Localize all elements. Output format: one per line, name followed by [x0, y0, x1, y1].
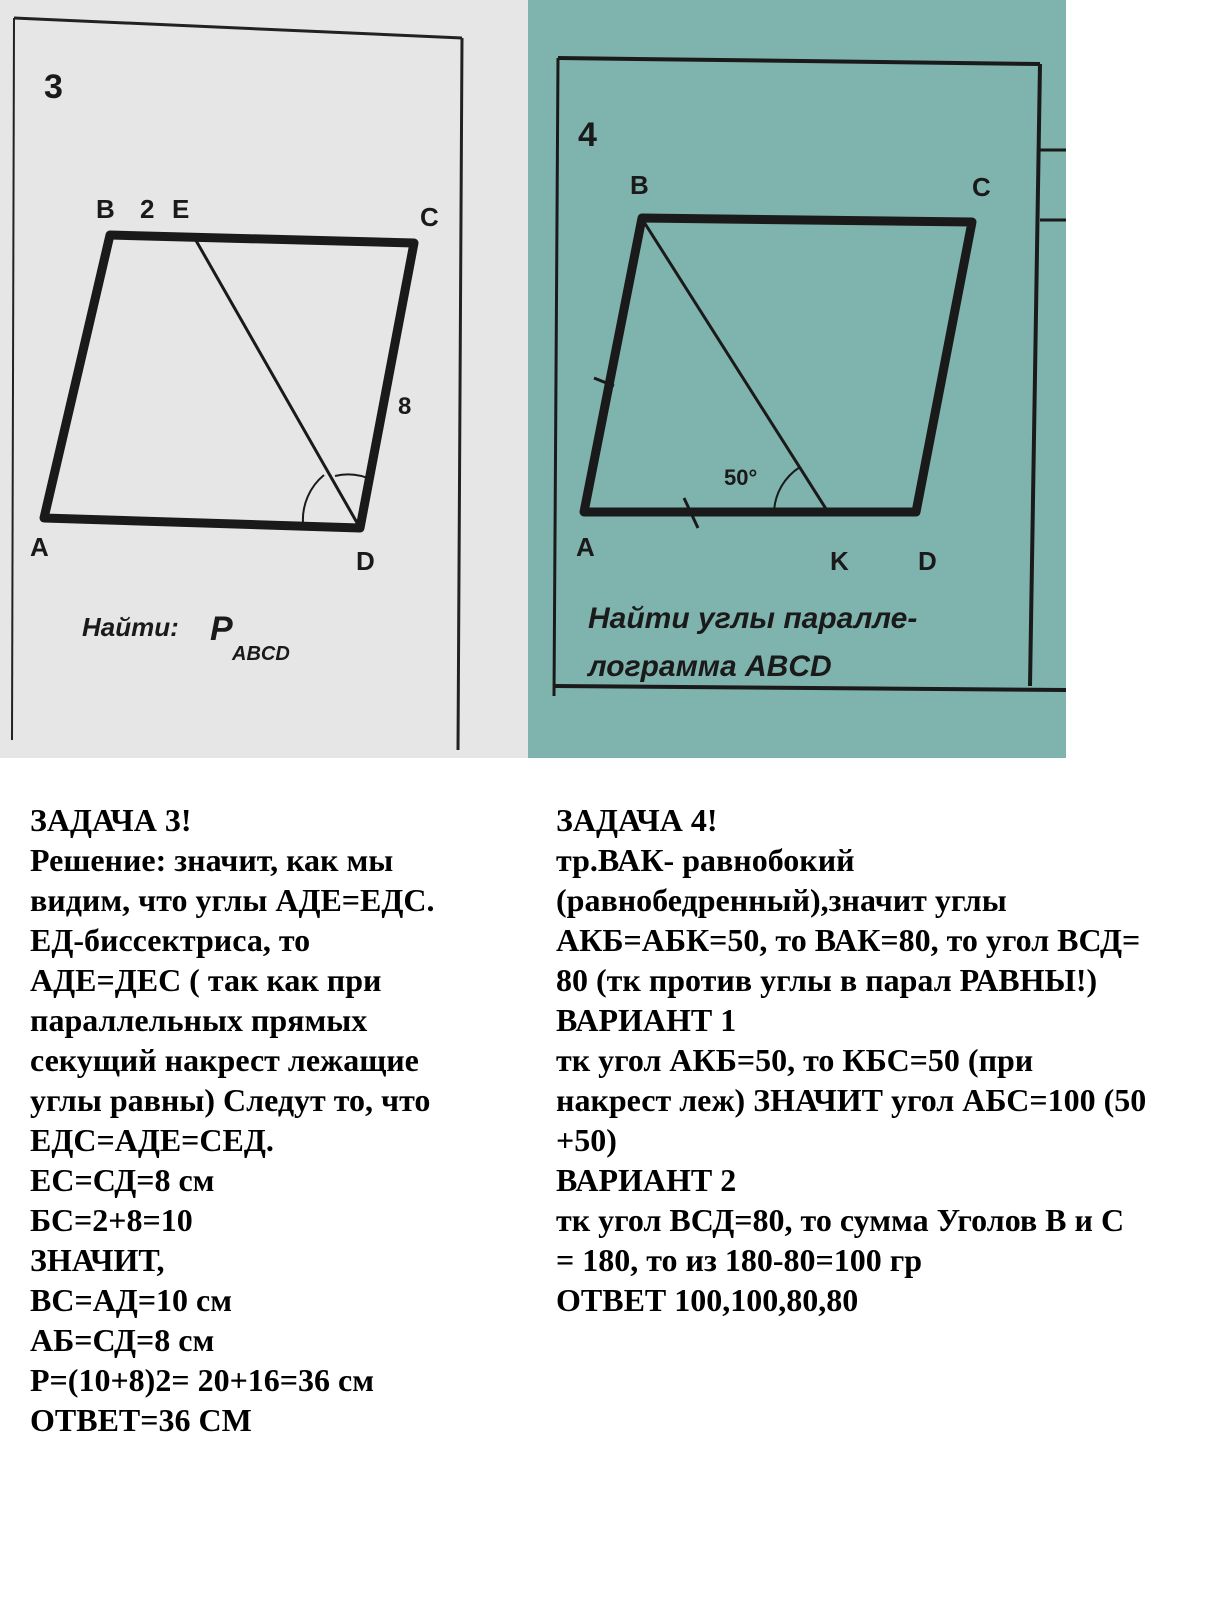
label-b: B [630, 170, 649, 200]
solution3-line: АБ=СД=8 см [30, 1322, 215, 1358]
solution3-line: ВС=АД=10 см [30, 1282, 233, 1318]
solution4-line: ВАРИАНТ 1 [556, 1002, 737, 1038]
solution3-line: ЕД-биссектриса, то [30, 922, 311, 958]
solution3-line: Р=(10+8)2= 20+16=36 см [30, 1362, 375, 1398]
label-a: A [576, 532, 595, 562]
solution4-line: АКБ=АБК=50, то ВАК=80, то угол ВСД= [556, 922, 1141, 958]
solution4-line: 80 (тк против углы в парал РАВНЫ!) [556, 962, 1098, 998]
solution3-line: АДЕ=ДЕС ( так как при [30, 962, 382, 998]
problem-3-photo [0, 0, 528, 758]
figure-3-number: 3 [44, 68, 63, 106]
solution4-line: (равнобедренный),значит углы [556, 882, 1007, 918]
solution3-line: ЕДС=АДЕ=СЕД. [30, 1122, 274, 1158]
label-a: A [30, 532, 49, 562]
solution3-line: секущий накрест лежащие [30, 1042, 419, 1078]
task-4-line-1: Найти углы паралле- [588, 602, 918, 635]
solution4-line: = 180, то из 180-80=100 гр [556, 1242, 923, 1278]
solution3-line: ЕС=СД=8 см [30, 1162, 215, 1198]
solution3-line: ЗАДАЧА 3! [30, 802, 192, 838]
task-4-line-2: лограмма ABCD [588, 650, 832, 683]
label-c: C [972, 172, 991, 202]
solution3-line: ЗНАЧИТ, [30, 1242, 165, 1278]
solution3-line: БС=2+8=10 [30, 1202, 193, 1238]
task-3-word: Найти: [82, 612, 179, 642]
solution4-line: тк угол АКБ=50, то КБС=50 (при [556, 1042, 1034, 1078]
problem-4-photo [528, 0, 1066, 758]
solution4-line: ОТВЕТ 100,100,80,80 [556, 1282, 859, 1318]
solution4-line: тк угол ВСД=80, то сумма Уголов В и С [556, 1202, 1125, 1238]
problem-4-figure [528, 0, 1066, 758]
label-e: E [172, 194, 190, 224]
task-3-subscript: ABCD [232, 643, 290, 665]
solution3-line: Решение: значит, как мы [30, 842, 394, 878]
solution3-line: видим, что углы АДЕ=ЕДС. [30, 882, 435, 918]
solution3-line: ОТВЕТ=36 СМ [30, 1402, 252, 1438]
label-be-length: 2 [140, 194, 155, 224]
solution4-line: ЗАДАЧА 4! [556, 802, 718, 838]
label-d: D [356, 546, 375, 576]
solution4-line: накрест леж) ЗНАЧИТ угол АБС=100 (50 [556, 1082, 1147, 1118]
label-c: C [420, 202, 439, 232]
solution4-line: ВАРИАНТ 2 [556, 1162, 737, 1198]
label-k: K [830, 546, 849, 576]
problem-3-figure [0, 0, 528, 758]
solution3-line: углы равны) Следут то, что [30, 1082, 431, 1118]
solution4-line: +50) [556, 1122, 617, 1158]
label-b: B [96, 194, 115, 224]
angle-label: 50° [724, 465, 758, 490]
task-3-symbol: P [210, 610, 233, 648]
solution3-line: параллельных прямых [30, 1002, 368, 1038]
solution4-line: тр.ВАК- равнобокий [556, 842, 855, 878]
label-cd-length: 8 [398, 393, 412, 420]
solution-4 [556, 800, 1216, 1320]
label-d: D [918, 546, 937, 576]
solution-3 [30, 800, 520, 1440]
figure-4-number: 4 [578, 116, 597, 154]
